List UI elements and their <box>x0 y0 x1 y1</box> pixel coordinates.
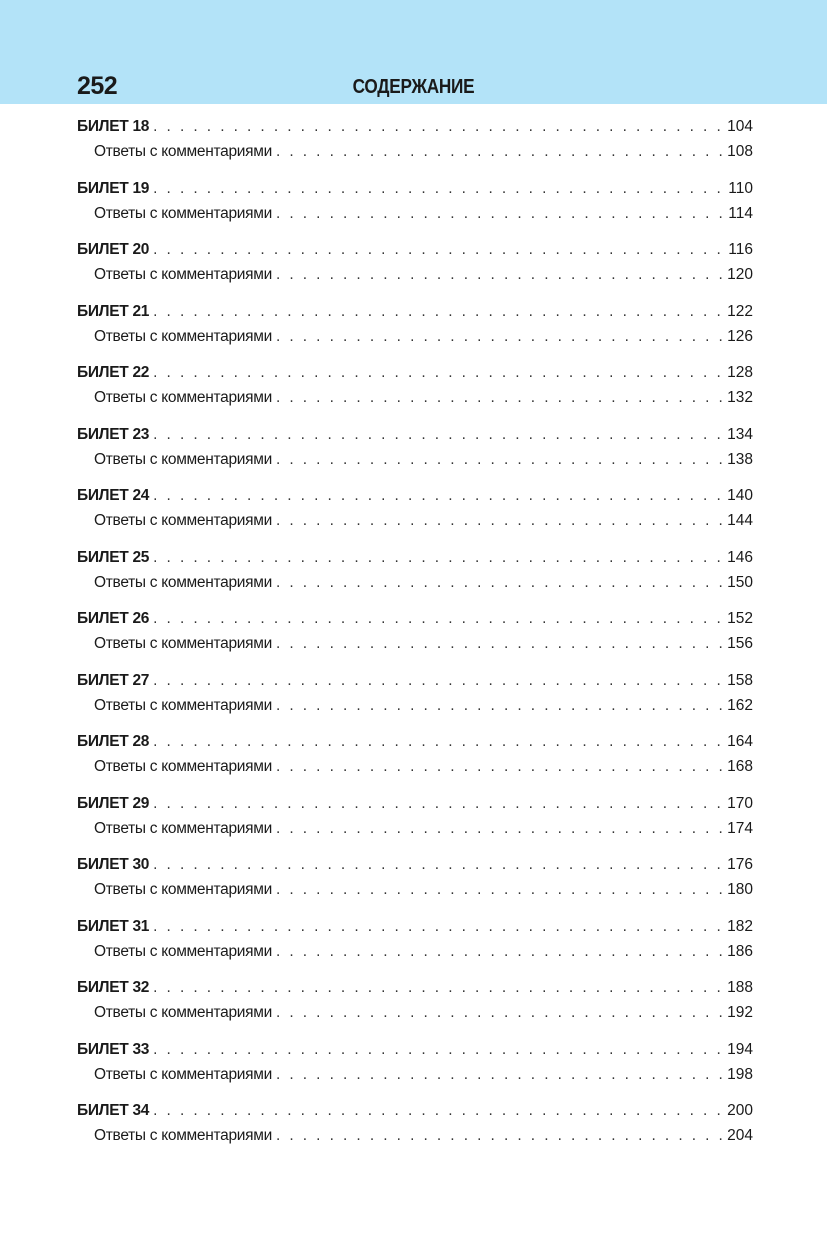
toc-row-answers[interactable] <box>77 939 753 964</box>
toc-answers-page-number: 168 <box>727 758 753 775</box>
toc-ticket-label: БИЛЕТ 34 <box>77 1102 150 1119</box>
toc-ticket-page-number: 158 <box>727 671 753 689</box>
dot-leader <box>276 631 722 656</box>
dot-leader <box>276 201 722 226</box>
toc-ticket-label: БИЛЕТ 23 <box>77 425 150 443</box>
toc-answers-page-number: 150 <box>727 573 753 591</box>
toc-row-answers[interactable] <box>77 1000 753 1025</box>
toc-row-ticket[interactable] <box>77 422 753 447</box>
toc-ticket-label: БИЛЕТ 25 <box>77 548 150 566</box>
toc-ticket-label: БИЛЕТ 24 <box>77 487 150 504</box>
toc-answers-page-number: 204 <box>727 1127 753 1144</box>
page-number: 252 <box>77 72 118 100</box>
toc-entry <box>77 914 753 976</box>
dot-leader <box>276 1062 722 1087</box>
toc-row-ticket[interactable] <box>77 852 753 877</box>
toc-ticket-label: БИЛЕТ 19 <box>77 179 150 197</box>
dot-leader <box>153 729 722 754</box>
toc-entry <box>77 729 753 791</box>
toc-row-ticket[interactable] <box>77 176 753 201</box>
dot-leader <box>276 139 722 164</box>
toc-row-answers[interactable] <box>77 877 753 902</box>
toc-row-answers[interactable] <box>77 201 753 226</box>
toc-ticket-page-number: 164 <box>727 733 753 750</box>
dot-leader <box>153 852 722 877</box>
toc-answers-label: Ответы с комментариями <box>94 1065 272 1083</box>
dot-leader <box>276 324 722 349</box>
toc-row-answers[interactable] <box>77 816 753 841</box>
toc-row-ticket[interactable] <box>77 299 753 324</box>
toc-answers-label: Ответы с комментариями <box>94 819 272 837</box>
toc-entry <box>77 1037 753 1099</box>
toc-row-answers[interactable] <box>77 631 753 656</box>
dot-leader <box>153 975 722 1000</box>
toc-row-ticket[interactable] <box>77 668 753 693</box>
toc-row-answers[interactable] <box>77 1123 753 1148</box>
toc-answers-label: Ответы с комментариями <box>94 143 272 160</box>
toc-answers-label: Ответы с комментариями <box>94 389 272 406</box>
toc-answers-page-number: 114 <box>728 204 753 222</box>
toc-answers-label: Ответы с комментариями <box>94 1004 272 1021</box>
dot-leader <box>153 606 722 631</box>
toc-row-answers[interactable] <box>77 754 753 779</box>
page-title: СОДЕРЖАНИЕ <box>352 76 475 98</box>
toc-ticket-label: БИЛЕТ 28 <box>77 733 150 750</box>
dot-leader <box>276 447 722 472</box>
toc-entry <box>77 1098 753 1160</box>
dot-leader <box>153 483 722 508</box>
toc-row-ticket[interactable] <box>77 545 753 570</box>
toc-answers-page-number: 138 <box>727 450 753 468</box>
toc-entry <box>77 114 753 176</box>
dot-leader <box>153 668 722 693</box>
toc-ticket-label: БИЛЕТ 33 <box>77 1040 150 1058</box>
toc-answers-page-number: 174 <box>727 819 753 837</box>
toc-ticket-page-number: 122 <box>727 302 753 320</box>
toc-entry <box>77 299 753 361</box>
toc-entry <box>77 791 753 853</box>
toc-ticket-page-number: 128 <box>727 364 753 381</box>
toc-answers-label: Ответы с комментариями <box>94 881 272 898</box>
dot-leader <box>153 1037 722 1062</box>
toc-answers-page-number: 144 <box>727 512 753 529</box>
dot-leader <box>276 816 722 841</box>
toc-entry <box>77 360 753 422</box>
toc-answers-label: Ответы с комментариями <box>94 327 272 345</box>
toc-ticket-label: БИЛЕТ 22 <box>77 364 150 381</box>
toc-answers-page-number: 186 <box>727 942 753 960</box>
toc-ticket-page-number: 194 <box>727 1040 753 1058</box>
toc-entry <box>77 606 753 668</box>
toc-ticket-page-number: 134 <box>727 425 753 443</box>
toc-row-ticket[interactable] <box>77 1098 753 1123</box>
toc-answers-label: Ответы с комментариями <box>94 450 272 468</box>
dot-leader <box>153 791 722 816</box>
dot-leader <box>276 754 722 779</box>
toc-ticket-page-number: 146 <box>727 548 753 566</box>
toc-row-ticket[interactable] <box>77 606 753 631</box>
toc-answers-page-number: 108 <box>727 143 753 160</box>
toc-answers-label: Ответы с комментариями <box>94 942 272 960</box>
dot-leader <box>276 1000 722 1025</box>
dot-leader <box>276 262 722 287</box>
toc-row-ticket[interactable] <box>77 975 753 1000</box>
toc-ticket-page-number: 104 <box>727 118 753 135</box>
toc-entry <box>77 176 753 238</box>
toc-ticket-label: БИЛЕТ 31 <box>77 917 150 935</box>
toc-row-ticket[interactable] <box>77 237 753 262</box>
toc-row-answers[interactable] <box>77 508 753 533</box>
toc-row-answers[interactable] <box>77 1062 753 1087</box>
table-of-contents <box>77 114 753 1160</box>
toc-row-ticket[interactable] <box>77 729 753 754</box>
toc-row-answers[interactable] <box>77 385 753 410</box>
toc-ticket-label: БИЛЕТ 32 <box>77 979 150 996</box>
toc-row-ticket[interactable] <box>77 791 753 816</box>
dot-leader <box>276 508 722 533</box>
dot-leader <box>153 545 722 570</box>
dot-leader <box>153 176 722 201</box>
dot-leader <box>276 385 722 410</box>
toc-ticket-page-number: 152 <box>727 610 753 627</box>
toc-ticket-label: БИЛЕТ 29 <box>77 794 150 812</box>
dot-leader <box>153 360 722 385</box>
toc-row-answers[interactable] <box>77 139 753 164</box>
toc-ticket-label: БИЛЕТ 26 <box>77 610 150 627</box>
toc-answers-label: Ответы с комментариями <box>94 204 272 222</box>
toc-row-ticket[interactable] <box>77 114 753 139</box>
dot-leader <box>153 1098 722 1123</box>
toc-row-answers[interactable] <box>77 324 753 349</box>
toc-row-answers[interactable] <box>77 262 753 287</box>
toc-answers-page-number: 132 <box>727 389 753 406</box>
toc-ticket-label: БИЛЕТ 30 <box>77 856 150 873</box>
toc-answers-page-number: 192 <box>727 1004 753 1021</box>
toc-entry <box>77 422 753 484</box>
toc-entry <box>77 668 753 730</box>
toc-ticket-page-number: 182 <box>727 917 753 935</box>
toc-answers-label: Ответы с комментариями <box>94 758 272 775</box>
toc-row-ticket[interactable] <box>77 360 753 385</box>
toc-answers-page-number: 120 <box>727 266 753 283</box>
toc-ticket-label: БИЛЕТ 27 <box>77 671 150 689</box>
toc-row-ticket[interactable] <box>77 914 753 939</box>
dot-leader <box>153 422 722 447</box>
toc-ticket-page-number: 116 <box>728 241 753 258</box>
toc-entry <box>77 237 753 299</box>
toc-answers-label: Ответы с комментариями <box>94 266 272 283</box>
dot-leader <box>153 237 722 262</box>
toc-answers-page-number: 198 <box>727 1065 753 1083</box>
dot-leader <box>276 939 722 964</box>
toc-answers-page-number: 162 <box>727 696 753 714</box>
toc-row-answers[interactable] <box>77 447 753 472</box>
toc-row-answers[interactable] <box>77 570 753 595</box>
toc-ticket-page-number: 200 <box>727 1102 753 1119</box>
toc-answers-label: Ответы с комментариями <box>94 512 272 529</box>
dot-leader <box>153 299 722 324</box>
dot-leader <box>276 570 722 595</box>
toc-answers-label: Ответы с комментариями <box>94 696 272 714</box>
toc-entry <box>77 545 753 607</box>
toc-row-answers[interactable] <box>77 693 753 718</box>
toc-answers-label: Ответы с комментариями <box>94 1127 272 1144</box>
toc-answers-page-number: 156 <box>727 635 753 652</box>
toc-answers-page-number: 180 <box>727 881 753 898</box>
dot-leader <box>276 877 722 902</box>
toc-row-ticket[interactable] <box>77 1037 753 1062</box>
toc-ticket-label: БИЛЕТ 18 <box>77 118 150 135</box>
toc-ticket-page-number: 188 <box>727 979 753 996</box>
toc-answers-page-number: 126 <box>727 327 753 345</box>
dot-leader <box>276 1123 722 1148</box>
toc-ticket-label: БИЛЕТ 20 <box>77 241 150 258</box>
toc-ticket-page-number: 140 <box>727 487 753 504</box>
toc-answers-label: Ответы с комментариями <box>94 635 272 652</box>
toc-entry <box>77 975 753 1037</box>
dot-leader <box>153 914 722 939</box>
toc-row-ticket[interactable] <box>77 483 753 508</box>
dot-leader <box>153 114 722 139</box>
dot-leader <box>276 693 722 718</box>
toc-ticket-label: БИЛЕТ 21 <box>77 302 150 320</box>
toc-entry <box>77 852 753 914</box>
toc-ticket-page-number: 110 <box>728 179 753 197</box>
toc-ticket-page-number: 170 <box>727 794 753 812</box>
toc-answers-label: Ответы с комментариями <box>94 573 272 591</box>
toc-ticket-page-number: 176 <box>727 856 753 873</box>
toc-entry <box>77 483 753 545</box>
